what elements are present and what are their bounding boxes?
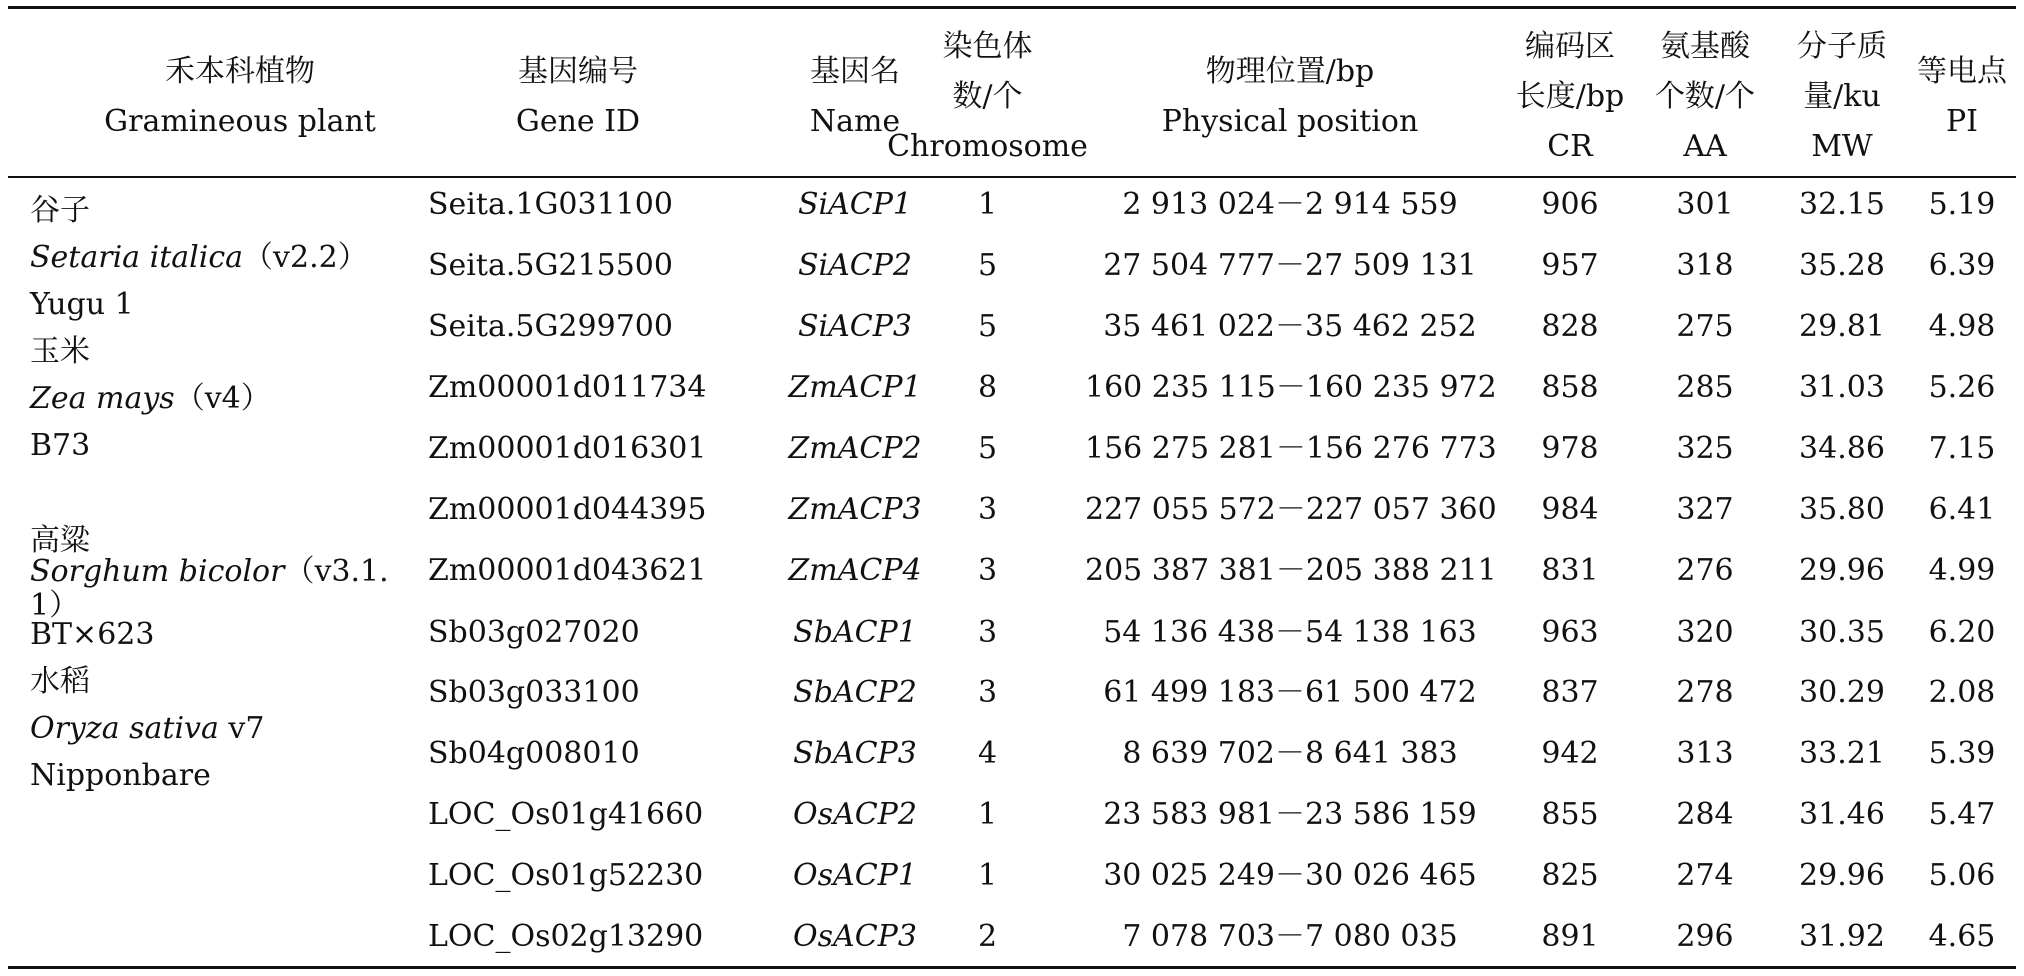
chromosome-cell: 3 [977, 615, 998, 650]
plant-label: Sorghum bicolor（v3.1. [30, 554, 389, 589]
table-top-rule [8, 6, 2016, 9]
header-gene-id [428, 22, 728, 172]
cr-cell: 942 [1541, 736, 1599, 771]
table-bottom-rule [8, 966, 2016, 969]
chromosome-cell: 3 [977, 675, 998, 710]
header-chromosome [887, 22, 1088, 172]
plant-label: 1） [30, 588, 80, 623]
pi-cell: 5.47 [1928, 797, 1996, 832]
position-cell: 2 913 024－2 914 559 [1122, 187, 1458, 222]
position-cell: 30 025 249－30 026 465 [1103, 858, 1477, 893]
gene-name-cell: SiACP3 [797, 309, 913, 344]
plant-label: B73 [30, 428, 91, 463]
plant-label: 玉米 [30, 334, 90, 369]
header-position [1085, 22, 1495, 172]
pi-cell: 5.19 [1928, 187, 1996, 222]
gene-name-cell: SiACP2 [797, 248, 913, 283]
pi-cell: 5.06 [1928, 858, 1996, 893]
pi-cell: 4.98 [1928, 309, 1996, 344]
gene-name-cell: ZmACP4 [788, 553, 922, 588]
header-en-text: Gene ID [515, 104, 641, 139]
header-zh-text: 量/ku [1803, 79, 1881, 114]
header-zh-text: 物理位置/bp [1205, 54, 1375, 89]
aa-cell: 325 [1676, 431, 1734, 466]
gene-id-cell: Seita.5G299700 [428, 309, 673, 344]
gene-id-cell: Sb03g033100 [428, 675, 640, 710]
header-zh-text: 数/个 [952, 79, 1023, 114]
cr-cell: 963 [1541, 615, 1599, 650]
chromosome-cell: 5 [977, 309, 998, 344]
position-cell: 205 387 381－205 388 211 [1085, 553, 1497, 588]
header-zh-text: 分子质 [1797, 29, 1887, 64]
pi-cell: 6.39 [1928, 248, 1996, 283]
gene-id-cell: Seita.5G215500 [428, 248, 673, 283]
cr-cell: 906 [1541, 187, 1599, 222]
header-zh-text: 基因名 [810, 54, 900, 89]
header-zh-text: 个数/个 [1654, 79, 1756, 114]
chromosome-cell: 1 [977, 187, 998, 222]
header-plant [30, 22, 450, 172]
plant-label: 谷子 [30, 193, 90, 228]
plant-label: 高粱 [30, 523, 90, 558]
mw-cell: 35.28 [1799, 248, 1885, 283]
cr-cell: 837 [1541, 675, 1599, 710]
header-zh-text: 氨基酸 [1660, 29, 1750, 64]
gene-id-cell: LOC_Os01g52230 [428, 858, 704, 893]
pi-cell: 4.99 [1928, 553, 1996, 588]
position-cell: 156 275 281－156 276 773 [1085, 431, 1497, 466]
pi-cell: 4.65 [1928, 919, 1996, 954]
gene-name-cell: OsACP2 [793, 797, 917, 832]
header-en-text: Chromosome [887, 129, 1088, 164]
position-cell: 27 504 777－27 509 131 [1103, 248, 1477, 283]
chromosome-cell: 1 [977, 797, 998, 832]
aa-cell: 327 [1676, 492, 1734, 527]
header-en-text: Physical position [1161, 104, 1419, 139]
header-zh-text: 等电点 [1917, 54, 2007, 89]
gene-id-cell: Zm00001d011734 [428, 370, 707, 405]
mw-cell: 32.15 [1799, 187, 1885, 222]
position-cell: 35 461 022－35 462 252 [1103, 309, 1477, 344]
gene-id-cell: Zm00001d043621 [428, 553, 707, 588]
position-cell: 23 583 981－23 586 159 [1103, 797, 1477, 832]
header-en-text: Name [809, 104, 901, 139]
aa-cell: 274 [1676, 858, 1734, 893]
pi-cell: 6.20 [1928, 615, 1996, 650]
gene-id-cell: Sb03g027020 [428, 615, 640, 650]
mw-cell: 35.80 [1799, 492, 1885, 527]
gene-name-cell: ZmACP3 [788, 492, 922, 527]
aa-cell: 296 [1676, 919, 1734, 954]
header-en-text: MW [1811, 129, 1873, 164]
aa-cell: 320 [1676, 615, 1734, 650]
gene-name-cell: SbACP1 [793, 615, 917, 650]
aa-cell: 285 [1676, 370, 1734, 405]
chromosome-cell: 5 [977, 431, 998, 466]
plant-label: Nipponbare [30, 758, 211, 793]
aa-cell: 318 [1676, 248, 1734, 283]
gene-id-cell: Sb04g008010 [428, 736, 640, 771]
gene-id-cell: Zm00001d016301 [428, 431, 707, 466]
mw-cell: 29.96 [1799, 858, 1885, 893]
chromosome-cell: 2 [977, 919, 998, 954]
mw-cell: 34.86 [1799, 431, 1885, 466]
header-zh-text: 染色体 [942, 29, 1033, 64]
position-cell: 160 235 115－160 235 972 [1085, 370, 1497, 405]
gene-name-cell: ZmACP1 [788, 370, 922, 405]
cr-cell: 984 [1541, 492, 1599, 527]
header-en-text: AA [1683, 129, 1727, 164]
mw-cell: 30.35 [1799, 615, 1885, 650]
aa-cell: 313 [1676, 736, 1734, 771]
gene-id-cell: Seita.1G031100 [428, 187, 673, 222]
gene-name-cell: OsACP3 [793, 919, 917, 954]
mw-cell: 31.92 [1799, 919, 1885, 954]
cr-cell: 855 [1541, 797, 1599, 832]
gene-name-cell: SbACP3 [793, 736, 917, 771]
pi-cell: 6.41 [1928, 492, 1996, 527]
pi-cell: 5.26 [1928, 370, 1996, 405]
header-zh-text: 编码区 [1525, 29, 1615, 64]
position-cell: 227 055 572－227 057 360 [1085, 492, 1497, 527]
cr-cell: 978 [1541, 431, 1599, 466]
aa-cell: 276 [1676, 553, 1734, 588]
aa-cell: 284 [1676, 797, 1734, 832]
chromosome-cell: 5 [977, 248, 998, 283]
cr-cell: 831 [1541, 553, 1599, 588]
position-cell: 8 639 702－8 641 383 [1122, 736, 1458, 771]
header-en-text: CR [1547, 129, 1593, 164]
header-zh-text: 基因编号 [518, 54, 638, 89]
gene-name-cell: SbACP2 [793, 675, 917, 710]
position-cell: 7 078 703－7 080 035 [1122, 919, 1458, 954]
cr-cell: 858 [1541, 370, 1599, 405]
position-cell: 61 499 183－61 500 472 [1103, 675, 1477, 710]
header-mw [1780, 22, 1904, 172]
cr-cell: 825 [1541, 858, 1599, 893]
header-zh-text: 长度/bp [1515, 79, 1625, 114]
header-en-text: PI [1945, 104, 1979, 139]
header-cr [1510, 22, 1630, 172]
mw-cell: 29.81 [1799, 309, 1885, 344]
pi-cell: 7.15 [1928, 431, 1996, 466]
chromosome-cell: 4 [977, 736, 998, 771]
gene-name-cell: ZmACP2 [788, 431, 922, 466]
plant-label: 水稻 [30, 664, 90, 699]
gene-name-cell: OsACP1 [793, 858, 917, 893]
chromosome-cell: 8 [977, 370, 998, 405]
mw-cell: 31.03 [1799, 370, 1885, 405]
plant-label: Zea mays（v4） [30, 381, 271, 416]
plant-label: Yugu 1 [30, 287, 134, 322]
gene-id-cell: LOC_Os01g41660 [428, 797, 704, 832]
gene-id-cell: Zm00001d044395 [428, 492, 707, 527]
aa-cell: 278 [1676, 675, 1734, 710]
mw-cell: 33.21 [1799, 736, 1885, 771]
cr-cell: 828 [1541, 309, 1599, 344]
header-zh-text: 禾本科植物 [165, 54, 315, 89]
pi-cell: 5.39 [1928, 736, 1996, 771]
header-pi [1906, 22, 2018, 172]
header-aa [1643, 22, 1767, 172]
header-en-text: Gramineous plant [104, 104, 376, 139]
mw-cell: 30.29 [1799, 675, 1885, 710]
position-cell: 54 136 438－54 138 163 [1103, 615, 1477, 650]
chromosome-cell: 3 [977, 492, 998, 527]
cr-cell: 891 [1541, 919, 1599, 954]
plant-label: BT×623 [30, 617, 155, 652]
pi-cell: 2.08 [1928, 675, 1996, 710]
aa-cell: 301 [1676, 187, 1734, 222]
gene-name-cell: SiACP1 [797, 187, 913, 222]
mw-cell: 31.46 [1799, 797, 1885, 832]
mw-cell: 29.96 [1799, 553, 1885, 588]
plant-label: Setaria italica（v2.2） [30, 240, 368, 275]
gene-id-cell: LOC_Os02g13290 [428, 919, 704, 954]
aa-cell: 275 [1676, 309, 1734, 344]
chromosome-cell: 1 [977, 858, 998, 893]
chromosome-cell: 3 [977, 553, 998, 588]
cr-cell: 957 [1541, 248, 1599, 283]
plant-label: Oryza sativa v7 [30, 711, 265, 746]
